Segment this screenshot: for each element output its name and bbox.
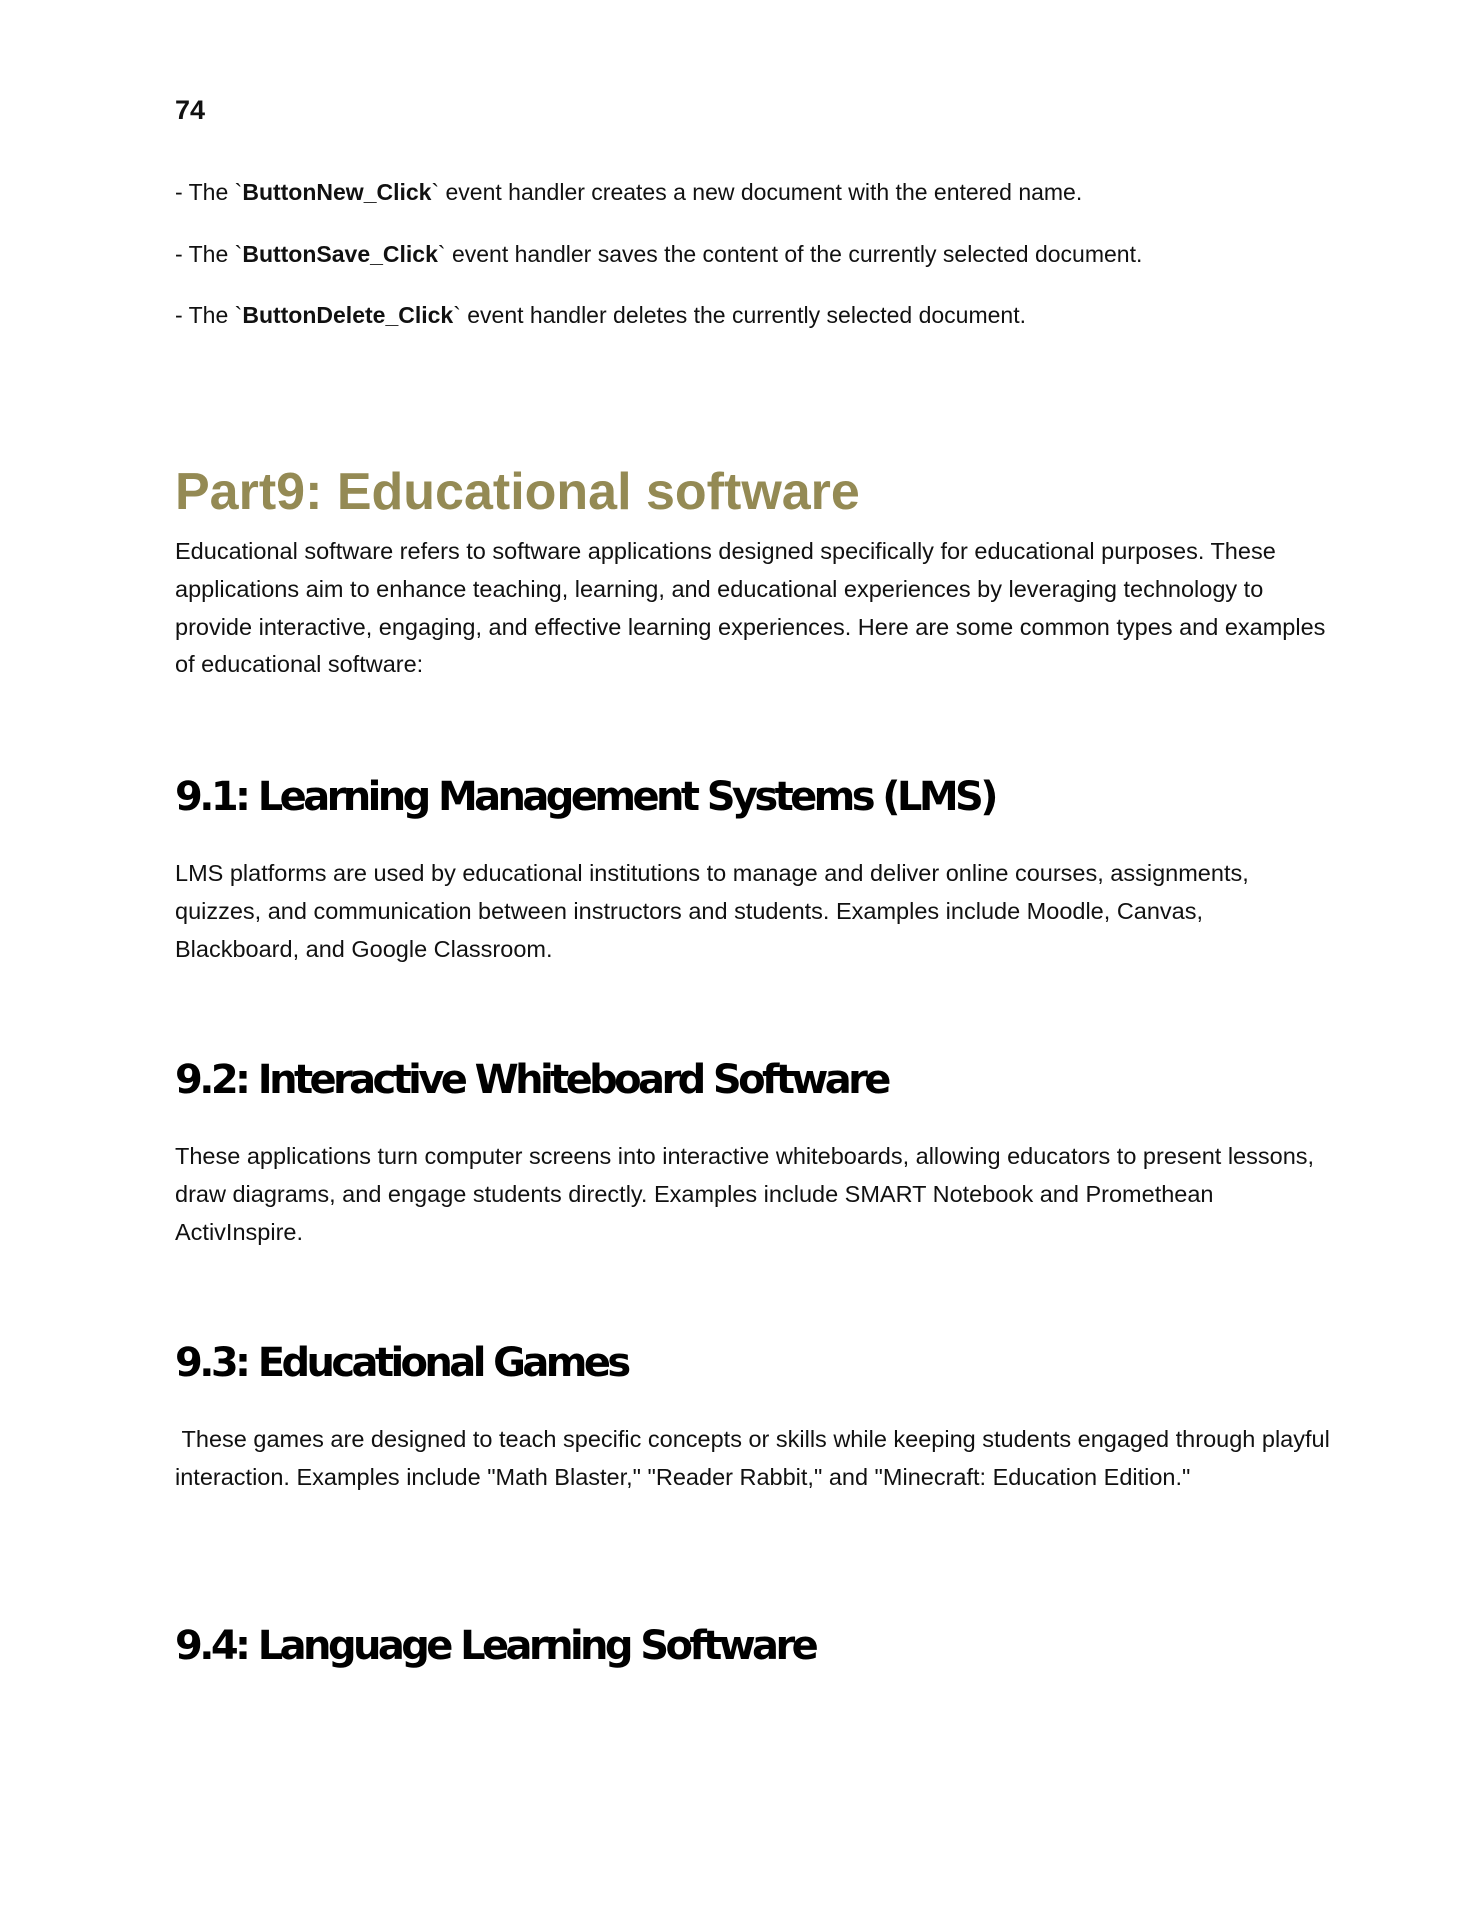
part-intro: Educational software refers to software applications designed specifically for educational purposes. These applications aim to enhance teaching, learning, and educational experiences by leveraging technology to provide interactive, engaging, and effective learning experiences. Here are some common types and examples of educational software: (175, 538, 1326, 678)
section-body-9-2: These applications turn computer screens into interactive whiteboards, allowing educators to present lessons, draw diagrams, and engage students directly. Examples include SMART Notebook and Promethean ActivInspire. (175, 1143, 1315, 1245)
bullet-suffix: ` event handler saves the content of the currently selected document. (437, 241, 1143, 267)
section-heading-9-4: 9.4: Language Learning Software (175, 1623, 816, 1669)
part-title: Part9: Educational software (175, 463, 860, 521)
section-heading-9-3: 9.3: Educational Games (175, 1340, 628, 1386)
section-body-9-1: LMS platforms are used by educational institutions to manage and deliver online courses, assignments, quizzes, and communication between instructors and students. Examples include Moodle, Canvas, Blackboard, and Google Classroom. (175, 860, 1249, 962)
bullet-suffix: ` event handler deletes the currently selected document. (453, 302, 1026, 328)
bullet-code: ButtonSave_Click (242, 241, 438, 267)
bullet-prefix: - The ` (175, 241, 243, 267)
bullet-prefix: - The ` (175, 179, 243, 205)
section-body-9-3 (175, 1421, 1330, 1497)
bullet-code: ButtonNew_Click (242, 179, 432, 205)
bullet-code: ButtonDelete_Click (242, 302, 454, 328)
bullet-item (175, 299, 1026, 331)
section-body-9-3-text: These games are designed to teach specific concepts or skills while keeping students engaged through playful interaction. Examples include "Math Blaster," "Reader Rabbit," and "Minecraft: Education Edition." (175, 1426, 1330, 1490)
bullet-item (175, 238, 1142, 270)
page-number: 74 (175, 95, 206, 125)
bullet-item (175, 176, 1082, 208)
bullet-suffix: ` event handler creates a new document with the entered name. (431, 179, 1083, 205)
section-heading-9-1: 9.1: Learning Management Systems (LMS) (175, 774, 995, 820)
bullet-prefix: - The ` (175, 302, 243, 328)
section-heading-9-2: 9.2: Interactive Whiteboard Software (175, 1057, 888, 1103)
